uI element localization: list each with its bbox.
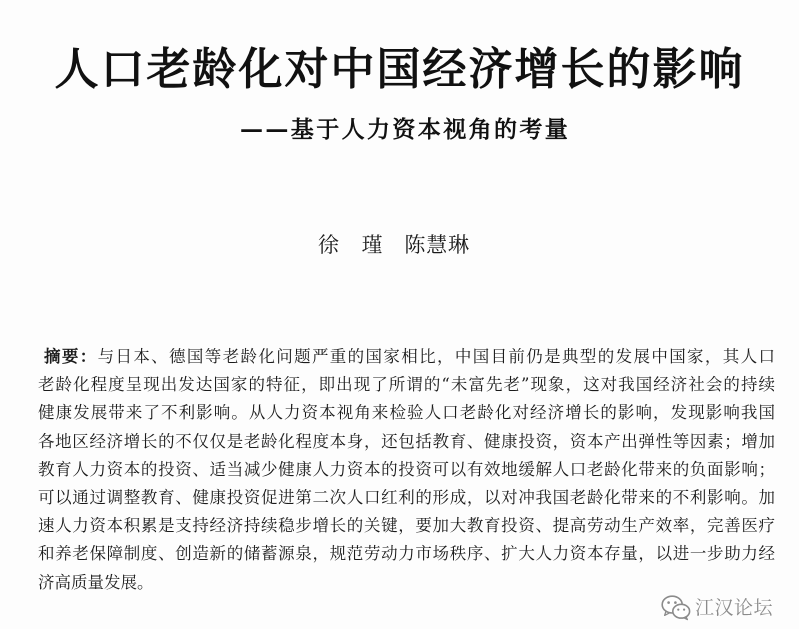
abstract-line: 速人力资本积累是支持经济持续稳步增长的关键，要加大教育投资、提高劳动生产效率，完善医疗 <box>38 516 775 536</box>
paper-subtitle: ——基于人力资本视角的考量 <box>240 116 571 143</box>
abstract-line: 济高质量发展。 <box>38 572 154 592</box>
abstract-line: 健康发展带来了不利影响。从人力资本视角来检验人口老龄化对经济增长的影响，发现影响我国 <box>38 403 775 423</box>
abstract-line-text: 与日本、德国等老龄化问题严重的国家相比，中国目前仍是典型的发展中国家，其人口 <box>97 347 776 366</box>
author-name: 陈慧琳 <box>404 233 470 257</box>
watermark <box>661 594 773 622</box>
abstract-line: 老龄化程度呈现出发达国家的特征，即出现了所谓的“未富先老”现象，这对我国经济社会的持续 <box>38 375 775 395</box>
paper-title: 人口老龄化对中国经济增长的影响 <box>54 44 745 95</box>
abstract-line: 教育人力资本的投资、适当减少健康人力资本的投资可以有效地缓解人口老龄化带来的负面影响； <box>38 459 775 479</box>
abstract-line: 各地区经济增长的不仅仅是老龄化程度本身，还包括教育、健康投资，资本产出弹性等因素；增加 <box>38 431 775 451</box>
abstract-label: 摘要： <box>44 347 98 366</box>
abstract <box>38 343 775 597</box>
abstract-line: 可以通过调整教育、健康投资促进第二次人口红利的形成，以对冲我国老龄化带来的不利影响。加 <box>38 488 775 508</box>
watermark-text: 江汉论坛 <box>695 597 774 619</box>
wechat-icon <box>661 595 691 621</box>
author-name: 徐 瑾 <box>318 233 384 257</box>
author-list <box>318 231 470 259</box>
abstract-line <box>38 343 775 371</box>
abstract-line: 和养老保障制度、创造新的储蓄源泉，规范劳动力市场秩序、扩大人力资本存量，以进一步助力经 <box>38 544 775 564</box>
